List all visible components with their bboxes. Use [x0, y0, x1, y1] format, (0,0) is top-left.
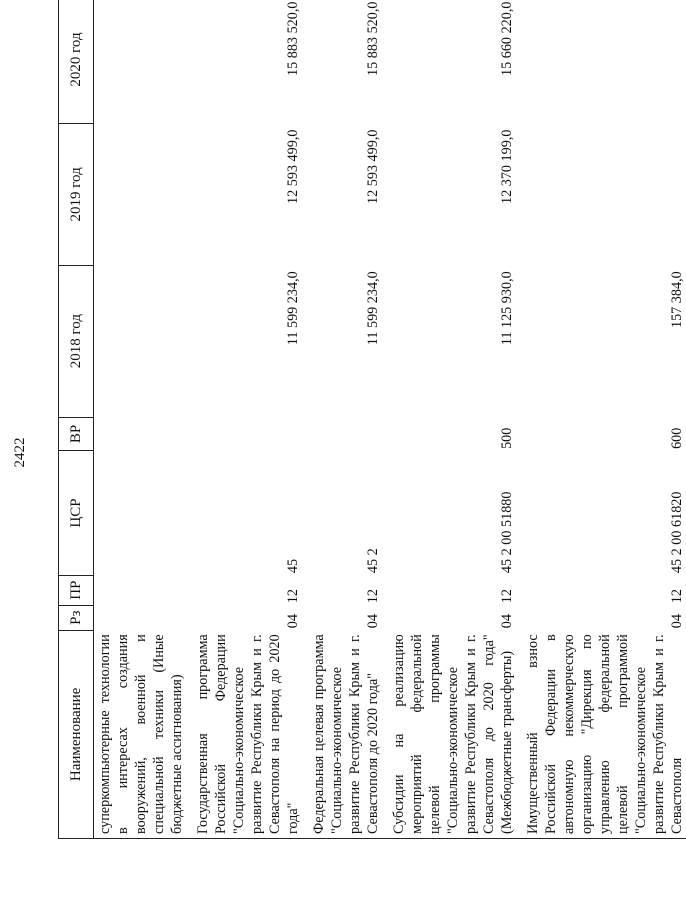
table-row — [194, 0, 310, 839]
table-row — [94, 0, 195, 839]
row-name: Федеральная целевая программа "Социально-экономическое развитие Республики Крым и г. Севастополя до 2020 года" — [310, 630, 390, 838]
row-name: Государственная программа Российской Федерации "Социально-экономическое развитие Республики Крым и г. Севастополя на период до 2020 года" — [194, 630, 310, 838]
row-2020: 15 883 520,0 — [285, 1, 301, 76]
row-rz: 04 — [499, 614, 515, 629]
row-2018: 11 599 234,0 — [285, 271, 301, 346]
row-2020: 15 883 520,0 — [365, 1, 381, 76]
row-pr: 12 — [285, 589, 301, 604]
row-vr — [310, 417, 390, 451]
row-vr: 600 — [669, 427, 685, 449]
row-2020 — [524, 0, 686, 124]
row-name: Субсидии на реализацию мероприятий федеральной целевой программы "Социально-экономическое развитие Республики Крым и г. Севастополя до 2020 года" (Межбюджетные трансферты) — [390, 630, 524, 838]
row-pr — [94, 575, 195, 605]
row-csr: 45 2 — [365, 548, 381, 574]
row-csr: 45 — [285, 558, 301, 574]
row-2019 — [524, 124, 686, 266]
page-number: 2422 — [12, 437, 28, 468]
row-name: Имущественный взнос Российской Федерации в автономную некоммерческую организацию "Дирекция по управлению федеральной целевой программой "Социально-экономическое развитие Республики Крым и г. Севастополя — [524, 630, 686, 838]
column-header-2020: 2020 год — [59, 0, 94, 124]
row-rz: 04 — [669, 614, 685, 629]
column-header-2018: 2018 год — [59, 265, 94, 417]
row-rz: 04 — [365, 614, 381, 629]
row-vr — [94, 417, 195, 451]
row-csr — [94, 451, 195, 575]
column-header-rz: Рз — [59, 605, 94, 630]
table-header — [59, 0, 94, 839]
row-pr: 12 — [365, 589, 381, 604]
row-csr: 45 2 00 61820 — [669, 491, 685, 574]
row-2019: 12 593 499,0 — [285, 129, 301, 204]
row-2019 — [94, 124, 195, 266]
row-vr — [194, 417, 310, 451]
row-rz — [94, 605, 195, 630]
column-header-vr: ВР — [59, 417, 94, 451]
row-name: суперкомпьютерные технологии в интересах создания вооружений, военной и специальной техники (Иные бюджетные ассигнования) — [94, 630, 195, 838]
row-2019: 12 370 199,0 — [499, 129, 515, 204]
row-2018: 11 125 930,0 — [499, 271, 515, 346]
row-2019: 12 593 499,0 — [365, 129, 381, 204]
row-2018 — [94, 265, 195, 417]
row-csr: 45 2 00 51880 — [499, 491, 515, 574]
row-pr: 12 — [499, 589, 515, 604]
row-pr: 12 — [669, 589, 685, 604]
row-2018: 157 384,0 — [669, 271, 685, 329]
budget-table — [58, 0, 686, 839]
column-header-name: Наименование — [59, 630, 94, 838]
row-rz: 04 — [285, 614, 301, 629]
column-header-2019: 2019 год — [59, 124, 94, 266]
column-header-csr: ЦСР — [59, 451, 94, 575]
table-row — [310, 0, 390, 839]
table-row — [390, 0, 524, 839]
row-2018: 11 599 234,0 — [365, 271, 381, 346]
row-2020 — [94, 0, 195, 124]
row-vr: 500 — [499, 427, 515, 449]
column-header-pr: ПР — [59, 575, 94, 605]
table-row — [524, 0, 686, 839]
row-2020: 15 660 220,0 — [499, 1, 515, 76]
